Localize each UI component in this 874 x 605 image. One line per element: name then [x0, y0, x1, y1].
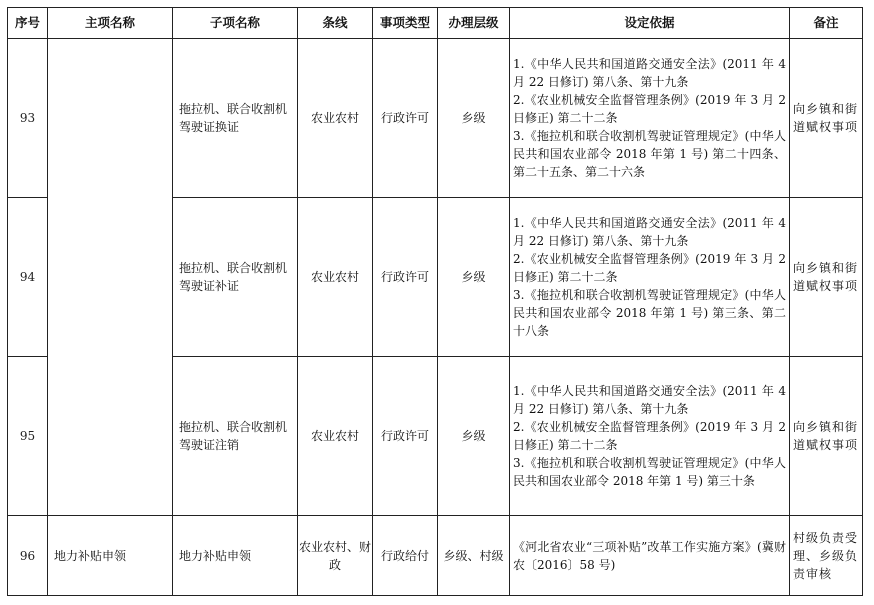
- legal-basis-cell: [510, 357, 790, 516]
- basis-line: 1.《中华人民共和国道路交通安全法》(2011 年 4 月 22 日修订) 第八条、第十九条: [513, 384, 786, 416]
- table-row: [8, 516, 863, 596]
- remarks-cell: 村级负责受理、乡级负责审核: [790, 516, 863, 596]
- level-cell: 乡级: [438, 357, 510, 516]
- row-number: 95: [8, 357, 48, 516]
- row-number: 96: [8, 516, 48, 596]
- basis-line: 3.《拖拉机和联合收割机驾驶证管理规定》(中华人民共和国农业部令 2018 年第 1 号) 第二十四条、第二十五条、第二十六条: [513, 129, 786, 179]
- basis-line: 2.《农业机械安全监督管理条例》(2019 年 3 月 2 日修正) 第二十二条: [513, 420, 786, 452]
- line-cell: 农业农村、财政: [298, 516, 373, 596]
- level-cell: 乡级: [438, 39, 510, 198]
- main-item-cell: [48, 39, 173, 516]
- legal-basis-cell: [510, 516, 790, 596]
- header-handling-level: 办理层级: [438, 8, 510, 39]
- line-cell: 农业农村: [298, 198, 373, 357]
- remarks-cell: 向乡镇和街道赋权事项: [790, 357, 863, 516]
- header-line: 条线: [298, 8, 373, 39]
- basis-line: 1.《中华人民共和国道路交通安全法》(2011 年 4 月 22 日修订) 第八条、第十九条: [513, 216, 786, 248]
- basis-line: 3.《拖拉机和联合收割机驾驶证管理规定》(中华人民共和国农业部令 2018 年第 1 号) 第三十条: [513, 456, 786, 488]
- header-main-item: 主项名称: [48, 8, 173, 39]
- line-cell: 农业农村: [298, 357, 373, 516]
- sub-item-cell: 拖拉机、联合收割机驾驶证换证: [173, 39, 298, 198]
- item-type-cell: 行政许可: [373, 39, 438, 198]
- sub-item-cell: 拖拉机、联合收割机驾驶证注销: [173, 357, 298, 516]
- basis-line: 1.《中华人民共和国道路交通安全法》(2011 年 4 月 22 日修订) 第八条、第十九条: [513, 57, 786, 89]
- row-number: 93: [8, 39, 48, 198]
- header-item-type: 事项类型: [373, 8, 438, 39]
- header-sub-item: 子项名称: [173, 8, 298, 39]
- item-type-cell: 行政给付: [373, 516, 438, 596]
- legal-basis-cell: [510, 39, 790, 198]
- sub-item-cell: 拖拉机、联合收割机驾驶证补证: [173, 198, 298, 357]
- authority-items-table: [7, 7, 863, 596]
- basis-line: 2.《农业机械安全监督管理条例》(2019 年 3 月 2 日修正) 第二十二条: [513, 252, 786, 284]
- legal-basis-cell: [510, 198, 790, 357]
- item-type-cell: 行政许可: [373, 357, 438, 516]
- header-remarks: 备注: [790, 8, 863, 39]
- remarks-cell: 向乡镇和街道赋权事项: [790, 39, 863, 198]
- header-no: 序号: [8, 8, 48, 39]
- main-item-cell: 地力补贴申领: [48, 516, 173, 596]
- basis-line: 2.《农业机械安全监督管理条例》(2019 年 3 月 2 日修正) 第二十二条: [513, 93, 786, 125]
- header-legal-basis: 设定依据: [510, 8, 790, 39]
- remarks-cell: 向乡镇和街道赋权事项: [790, 198, 863, 357]
- header-row: [8, 8, 863, 39]
- item-type-cell: 行政许可: [373, 198, 438, 357]
- table-row: [8, 39, 863, 198]
- basis-line: 《河北省农业“三项补贴”改革工作实施方案》(冀财农〔2016〕58 号): [513, 539, 786, 572]
- line-cell: 农业农村: [298, 39, 373, 198]
- level-cell: 乡级、村级: [438, 516, 510, 596]
- row-number: 94: [8, 198, 48, 357]
- basis-line: 3.《拖拉机和联合收割机驾驶证管理规定》(中华人民共和国农业部令 2018 年第 1 号) 第三条、第二十八条: [513, 288, 786, 338]
- level-cell: 乡级: [438, 198, 510, 357]
- sub-item-cell: 地力补贴申领: [173, 516, 298, 596]
